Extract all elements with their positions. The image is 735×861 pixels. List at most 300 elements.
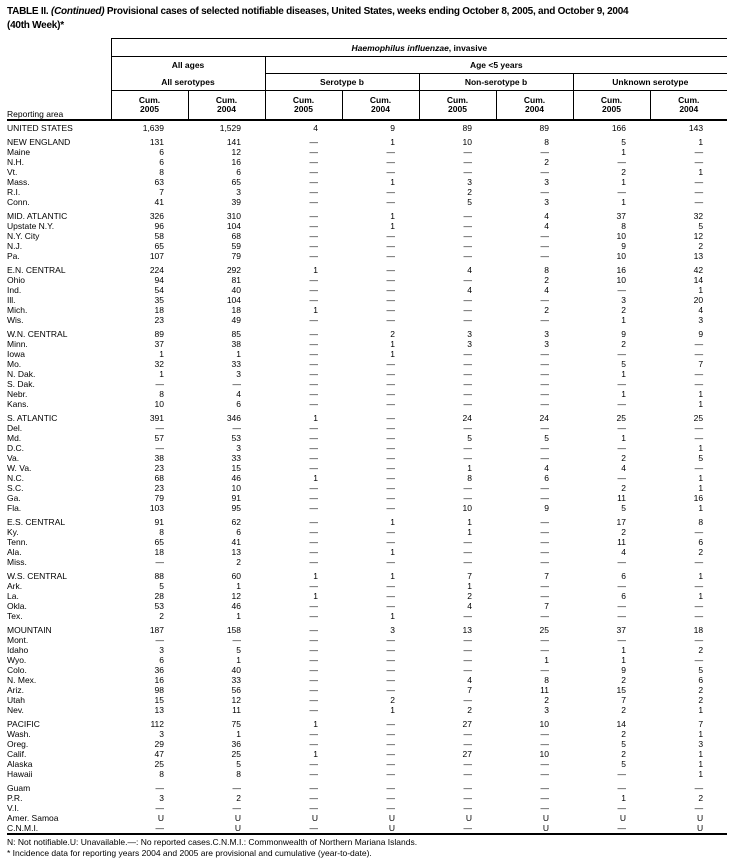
value-cell: 8 [236,769,241,779]
value-cell: — [694,783,704,793]
value-cell: — [309,793,318,803]
reporting-area-cell: Ohio [7,275,25,285]
value-cell: — [309,729,318,739]
value-cell: — [309,611,318,621]
reporting-area-cell: Ga. [7,493,21,503]
reporting-area-cell: MOUNTAIN [7,625,52,635]
value-cell: 42 [693,265,704,275]
reporting-area-cell: Ark. [7,581,23,591]
value-cell: — [540,295,549,305]
value-cell: — [386,379,395,389]
value-cell: — [540,483,549,493]
value-cell: 36 [154,665,164,675]
value-cell: — [463,803,472,813]
value-cell: 4 [544,285,549,295]
table-row [7,463,727,473]
value-cell: — [463,275,472,285]
value-cell: — [386,423,395,433]
value-cell: 1 [313,413,318,423]
value-cell: — [463,493,472,503]
value-cell: 5 [467,433,472,443]
value-cell: 3 [236,187,241,197]
value-cell: — [540,769,549,779]
value-cell: — [463,547,472,557]
value-cell: 37 [154,339,164,349]
value-cell: — [463,695,472,705]
value-cell: 2 [236,793,241,803]
value-cell: 3 [467,329,472,339]
table-row [7,645,727,655]
table-row [7,591,727,601]
value-cell: — [540,793,549,803]
value-cell: 1 [621,315,626,325]
table-row [7,655,727,665]
value-cell: 4 [313,123,318,133]
value-cell: 27 [462,749,472,759]
non-serotype-b-header: Non-serotype b [419,74,573,91]
value-cell: 65 [231,177,241,187]
value-cell: — [419,823,496,834]
reporting-area-cell: S.C. [7,483,24,493]
value-cell: — [463,315,472,325]
value-cell: — [309,517,318,527]
value-cell: 3 [621,295,626,305]
table-row [7,493,727,503]
value-cell: — [617,379,626,389]
value-cell: 1 [698,137,704,147]
value-cell: 32 [693,211,704,221]
value-cell: 41 [231,537,241,547]
value-cell: — [386,601,395,611]
value-cell: — [617,769,626,779]
value-cell: — [540,251,549,261]
value-cell: 1 [621,793,626,803]
table-row [7,611,727,621]
value-cell: — [463,769,472,779]
reporting-area-cell: Mo. [7,359,22,369]
value-cell: — [386,749,395,759]
value-cell: 85 [231,329,241,339]
value-cell: 8 [159,167,164,177]
value-cell: — [617,443,626,453]
value-cell: — [309,389,318,399]
value-cell: 16 [693,493,704,503]
table-row [7,739,727,749]
value-cell: — [386,433,395,443]
value-cell: — [386,793,395,803]
value-cell: — [309,157,318,167]
value-cell: — [540,443,549,453]
value-cell: 65 [154,537,164,547]
value-cell: — [617,349,626,359]
value-cell: 187 [149,625,164,635]
table-row [7,261,727,275]
value-cell: 4 [467,285,472,295]
reporting-area-cell: D.C. [7,443,24,453]
value-cell: — [309,601,318,611]
value-cell: 79 [154,493,164,503]
value-cell: — [540,729,549,739]
value-cell: 2 [544,275,549,285]
value-cell: 1 [621,177,626,187]
value-cell: 2 [390,329,395,339]
table-row [7,325,727,339]
value-cell: 7 [159,187,164,197]
table-row [7,399,727,409]
value-cell: 1 [236,729,241,739]
value-cell: — [617,399,626,409]
value-cell: U [188,823,265,834]
value-cell: — [386,527,395,537]
cum-col-header: Cum. 2005 [573,91,650,121]
value-cell: 12 [231,147,241,157]
legend-cnmi: C.N.M.I.: Commonwealth of Northern Mariana Islands. [212,837,418,847]
value-cell: 9 [621,329,626,339]
value-cell: 68 [154,473,164,483]
disease-name-suffix: , invasive [448,42,488,53]
value-cell: — [386,197,395,207]
cum-col-header: Cum. 2005 [419,91,496,121]
value-cell: 94 [154,275,164,285]
reporting-area-cell: Del. [7,423,23,433]
value-cell: 310 [226,211,241,221]
value-cell: 1 [390,705,395,715]
table-row [7,635,727,645]
reporting-area-cell: Mont. [7,635,29,645]
value-cell: — [309,557,318,567]
value-cell: — [386,729,395,739]
value-cell: 28 [154,591,164,601]
value-cell: — [386,305,395,315]
value-cell: — [309,655,318,665]
value-cell: 143 [688,123,704,133]
value-cell: — [309,137,318,147]
value-cell: 1 [698,399,704,409]
value-cell: 15 [616,685,626,695]
value-cell: — [386,231,395,241]
notifiable-diseases-table [7,38,727,835]
value-cell: 4 [621,463,626,473]
value-cell: — [309,675,318,685]
value-cell: 2 [159,611,164,621]
value-cell: 1 [698,705,704,715]
value-cell: 1,639 [142,123,164,133]
value-cell: — [463,399,472,409]
reporting-area-cell: Mich. [7,305,28,315]
value-cell: 1 [467,517,472,527]
value-cell: 23 [154,483,164,493]
value-cell: — [386,581,395,591]
value-cell: 8 [159,769,164,779]
value-cell: 5 [159,581,164,591]
value-cell: 2 [698,547,704,557]
value-cell: 1 [390,547,395,557]
table-row [7,177,727,187]
value-cell: — [540,453,549,463]
value-cell: — [309,329,318,339]
value-cell: — [309,463,318,473]
value-cell: 4 [544,463,549,473]
value-cell: — [386,251,395,261]
value-cell: — [617,635,626,645]
value-cell: — [265,823,342,834]
value-cell: 4 [467,265,472,275]
reporting-area-cell: Guam [7,783,31,793]
value-cell: 2 [698,685,704,695]
value-cell: — [540,147,549,157]
value-cell: 33 [231,359,241,369]
value-cell: — [309,443,318,453]
title-prefix: TABLE II. [7,6,49,17]
value-cell: — [309,695,318,705]
value-cell: 104 [226,221,241,231]
value-cell: 13 [154,705,164,715]
reporting-area-cell: E.S. CENTRAL [7,517,66,527]
value-cell: 1 [390,517,395,527]
value-cell: 58 [154,231,164,241]
reporting-area-cell: Alaska [7,759,33,769]
value-cell: 2 [544,305,549,315]
reporting-area-cell: Nebr. [7,389,28,399]
value-cell: 79 [231,251,241,261]
value-cell: 3 [544,197,549,207]
reporting-area-cell: N. Mex. [7,675,37,685]
table-row [7,295,727,305]
value-cell: 346 [226,413,241,423]
value-cell: — [309,493,318,503]
value-cell: 2 [236,557,241,567]
value-cell: — [309,547,318,557]
value-cell: — [309,581,318,591]
value-cell: 2 [390,695,395,705]
value-cell: — [463,759,472,769]
value-cell: — [309,369,318,379]
value-cell: 1 [621,147,626,157]
reporting-area-cell: Hawaii [7,769,33,779]
value-cell: — [694,197,704,207]
value-cell: 7 [544,571,549,581]
reporting-area-cell: Ala. [7,547,22,557]
value-cell: 1 [236,655,241,665]
value-cell: — [617,557,626,567]
value-cell: — [309,783,318,793]
value-cell: 1 [390,349,395,359]
value-cell: 88 [154,571,164,581]
value-cell: 7 [621,695,626,705]
value-cell: — [540,557,549,567]
value-cell: 13 [693,251,704,261]
value-cell: 6 [698,675,704,685]
value-cell: 40 [231,665,241,675]
value-cell: 37 [616,211,626,221]
value-cell: — [386,483,395,493]
value-cell: — [694,187,704,197]
reporting-area-cell: Pa. [7,251,20,261]
value-cell: — [386,591,395,601]
value-cell: 1 [698,389,704,399]
value-cell: 10 [616,275,626,285]
value-cell: 24 [462,413,472,423]
value-cell: — [309,147,318,157]
table-row [7,305,727,315]
value-cell: — [540,389,549,399]
disease-header [111,39,727,57]
value-cell: — [309,177,318,187]
value-cell: — [463,483,472,493]
value-cell: U [542,813,549,823]
value-cell: — [309,769,318,779]
value-cell: U [696,813,704,823]
value-cell: 6 [236,527,241,537]
value-cell: — [463,241,472,251]
value-cell: 38 [231,339,241,349]
value-cell: 23 [154,315,164,325]
value-cell: 1 [698,483,704,493]
reporting-area-cell: Nev. [7,705,24,715]
table-row [7,513,727,527]
value-cell: 1 [313,473,318,483]
value-cell: — [386,315,395,325]
reporting-area-cell: R.I. [7,187,21,197]
value-cell: 1 [621,197,626,207]
table-row [7,705,727,715]
value-cell: 10 [462,503,472,513]
value-cell: — [309,423,318,433]
value-cell: 5 [698,453,704,463]
value-cell: — [386,275,395,285]
value-cell: — [694,803,704,813]
value-cell: — [386,783,395,793]
value-cell: 5 [621,759,626,769]
value-cell: 7 [698,719,704,729]
value-cell: — [617,611,626,621]
value-cell: 5 [621,359,626,369]
value-cell: 4 [467,675,472,685]
value-cell: — [617,285,626,295]
value-cell: 14 [693,275,704,285]
value-cell: 9 [544,503,549,513]
value-cell: 68 [231,231,241,241]
value-cell: — [155,783,164,793]
value-cell: 32 [154,359,164,369]
reporting-area-cell: Vt. [7,167,18,177]
value-cell: U [619,813,626,823]
value-cell: — [617,423,626,433]
value-cell: 2 [467,187,472,197]
value-cell: — [386,537,395,547]
value-cell: 18 [231,305,241,315]
value-cell: — [540,517,549,527]
value-cell: 1 [390,611,395,621]
value-cell: 5 [544,433,549,443]
reporting-area-cell: Okla. [7,601,27,611]
table-row [7,793,727,803]
value-cell: 63 [154,177,164,187]
reporting-area-cell: N.J. [7,241,23,251]
value-cell: 107 [149,251,164,261]
value-cell: — [694,601,704,611]
reporting-area-cell: Colo. [7,665,27,675]
reporting-area-cell: C.N.M.I. [7,823,111,834]
value-cell: 46 [231,601,241,611]
value-cell: 37 [616,625,626,635]
reporting-area-cell: La. [7,591,19,601]
value-cell: 2 [621,339,626,349]
value-cell: 1 [467,463,472,473]
value-cell: 1 [698,749,704,759]
value-cell: — [694,379,704,389]
value-cell: 1 [236,611,241,621]
value-cell: 18 [693,625,704,635]
value-cell: 11 [617,537,626,547]
value-cell: 46 [231,473,241,483]
value-cell: 91 [231,493,241,503]
value-cell: — [694,655,704,665]
value-cell: 18 [154,305,164,315]
table-row [7,779,727,793]
value-cell: — [463,645,472,655]
value-cell: 1 [698,729,704,739]
value-cell: 15 [231,463,241,473]
value-cell: 2 [621,453,626,463]
value-cell: — [463,453,472,463]
value-cell: 158 [226,625,241,635]
value-cell: 89 [154,329,164,339]
value-cell: U [650,823,727,834]
value-cell: 62 [231,517,241,527]
value-cell: — [309,665,318,675]
table-row [7,359,727,369]
value-cell: — [386,557,395,567]
value-cell: 2 [698,695,704,705]
value-cell: 3 [698,315,704,325]
table-row [7,157,727,167]
value-cell: — [617,473,626,483]
value-cell: 27 [462,719,472,729]
value-cell: 5 [698,665,704,675]
value-cell: — [463,537,472,547]
value-cell: 1 [313,591,318,601]
value-cell: — [540,783,549,793]
value-cell: — [463,783,472,793]
value-cell: 1 [313,719,318,729]
value-cell: — [617,157,626,167]
value-cell: 4 [236,389,241,399]
value-cell: — [309,221,318,231]
value-cell: 11 [540,685,549,695]
value-cell: — [617,783,626,793]
value-cell: — [463,389,472,399]
value-cell: — [386,739,395,749]
value-cell: 25 [154,759,164,769]
value-cell: — [111,823,188,834]
value-cell: — [386,463,395,473]
table-row [7,547,727,557]
value-cell: 2 [698,241,704,251]
value-cell: 4 [621,547,626,557]
value-cell: — [463,423,472,433]
value-cell: — [386,685,395,695]
value-cell: 3 [544,705,549,715]
value-cell: 25 [693,413,704,423]
table-row [7,349,727,359]
value-cell: — [694,339,704,349]
value-cell: — [463,557,472,567]
reporting-area-cell: E.N. CENTRAL [7,265,66,275]
value-cell: — [155,635,164,645]
reporting-area-cell: Calif. [7,749,27,759]
value-cell: — [463,655,472,665]
